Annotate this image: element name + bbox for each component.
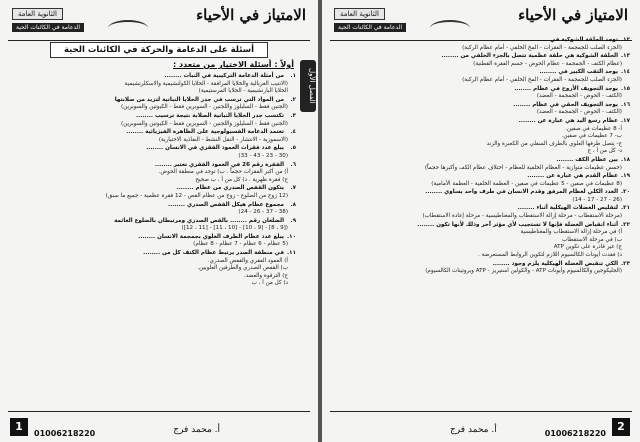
question-number: ١٢. [621,37,630,43]
question-number: ١٦. [621,101,630,108]
answer-options: ب) في مرحلة الاستقطاب [561,236,622,243]
question-text: في منطقة الصدر يرتبط عظام الكتف كل من ........ [143,250,284,257]
series-label: الثانوية العامة [334,8,385,20]
author-name: أ. محمد فرج [450,425,497,435]
question-number: ١. [290,73,296,79]
answer-options: (الجنين فقط - السليلوز واللجنين - السوبرين فقط - الكيوتين والسوبرين) [121,104,288,111]
header-strip: الدعامة في الكائنات الحية [12,23,84,32]
question-number: ١٥. [621,85,630,92]
answer-options: (5 عظام - 6 عظام - 7 عظام - 8 عظام) [193,241,288,248]
page-1 [0,0,318,442]
question-number: ١٤. [621,69,630,76]
question-text: العدد الكلي لعظام المرفق وقدم الانسان في طرف واحد يساوي ........ [425,189,618,196]
answer-options: ج) الترقوة والعضد. [243,272,288,279]
series-label: الثانوية العامة [12,8,63,20]
question-number: ٨. [290,201,296,208]
answer-options: (30 - 23 - 43 - 33) [238,152,288,159]
question-text: أثناء انقباض العضلة فإنها لا تستجيب لأي مؤثر آخر وذلك لأنها تكون ........ [417,221,618,228]
question-number: ٦. [290,161,296,168]
question-number: ١٨. [621,156,630,163]
answer-options: ب) القفص الصدري والطرفين العلويين. [197,265,288,272]
question-number: ٧. [290,185,296,192]
question-item [10,185,296,193]
question-item [10,218,296,226]
answer-options: (الاسموزية - الانتشار - النقل النشط - النفاذية الاختيارية) [158,136,288,143]
question-number: ٢. [290,96,296,103]
question-number: ٢١. [621,205,630,212]
brand-title: الامتياز في الأحياء [196,6,306,24]
phone-number: 01006218220 [34,429,96,438]
question-text: يتكون القفص الصدري من عظام ........ [176,185,284,192]
question-item [10,234,296,242]
answer-options: (الجزء الصلب للجمجمة - الفقرات - المخ الخلفي - أمام عظام الركبة) [462,44,622,51]
brand-title: الامتياز في الأحياء [518,6,628,24]
page-footer [8,411,310,438]
question-text: الكي تنقبض العضلة الهيكلية يلزم وجود ........ [492,260,618,267]
answer-options: الخلايا البارنشيمية - الخلايا المرستيمية) [198,88,288,95]
question-number: ٣. [290,112,296,119]
question-item [10,129,296,137]
section-heading: أولاً : أسئلة الاختيار من متعدد : [173,60,294,69]
question-number: ١٧. [621,117,630,124]
question-number: ١٠. [287,233,296,240]
question-text: من أمثلة الدعامة التركيبية في النبات ........ [164,73,284,79]
page-2 [322,0,640,442]
question-item [332,69,630,77]
page-number: 1 [10,418,28,436]
answer-options: ([9 ، 8] - [9 ، 10] - [10 ، 11] - [11 ، 12]) [181,225,288,232]
author-name: أ. محمد فرج [173,425,220,435]
question-item [332,37,630,45]
answer-options: (38 - 37 - 26 - 24) [238,209,288,216]
question-text: يوجد الثقب الكبير في ........ [539,69,618,76]
answer-options: (الجليكوجين والكالسيوم وأيونات ATP - والكولين استيريز - ATP وبروتينات الكالسيوم) [425,268,622,275]
question-item [332,189,630,197]
wave-ornament-icon [108,20,148,36]
question-number: ١٩. [621,173,630,180]
question-text: عظام القدم هي عبارة عن ........ [527,173,618,180]
page-header [8,6,310,41]
answer-options: ب- 7 عظيمات في صفين. [561,133,622,140]
answer-options: د- كل من أ ، ج [587,148,622,155]
question-item [332,173,630,181]
question-item [10,113,296,121]
answer-options: (الجزء الصلب للجمجمة - الفقرات - المخ الخلفي - أمام عظام الركبة) [462,76,622,83]
question-text: توجد الحلقة الشوكية في ........ [531,37,618,43]
question-item [10,73,296,81]
answer-options: ج- يتصل طرفها العلوي بالطرف السفلي من الكعبرة والزند [486,140,622,147]
answer-options: (الانتيب الغربالية والخلايا المرافقة - الخلايا الكولنشيمية والاسكلرنشيمية [124,80,288,87]
question-text: لتقليص العضلات الهيكلية أثناء ........ [517,205,618,212]
question-item [332,157,630,165]
question-text: يبلغ عدد فقرات العمود الفقري في الانسان ........ [146,145,284,152]
phone-number: 01006218220 [544,429,606,438]
answer-options: (الكتف - الحوض - الجمجمة - العضد) [536,109,622,116]
page-footer [330,411,632,438]
question-number: ١١. [287,250,296,257]
chapter-side-tab: الفصل الأول [300,60,316,112]
answer-options: ج) غير قادرة على تكوين ATP [553,244,622,251]
question-text: يوجد التجويف الأروح في عظام ........ [514,85,618,92]
page-number: 2 [612,418,630,436]
question-item [332,118,630,126]
answer-options: أ) من أكبر الفقرات حجماً . ب) توجد في منطقة الحوض. [158,169,288,176]
question-number: ٢٢. [621,221,630,228]
question-list [332,36,630,276]
question-text: بين عظام الكف ........ [556,156,618,163]
question-text: يبلغ عدد عظام الطرف العلوي بجمجمة الانسان ........ [138,233,284,240]
question-number: ٥. [290,145,296,152]
question-item [332,53,630,61]
question-text: تكتسب جدر الخلايا النباتية الصلابة نتيجة ترسيب ........ [136,112,284,119]
answer-options: (12 زوج من الضلوع - زوج من عظام القص - 12 فقرة عظمية - جميع ما سبق) [105,192,288,199]
header-strip: الدعامة في الكائنات الحية [334,23,406,32]
answer-options: (الجنين فقط - السليلوز واللجنين - السوبرين فقط - الكيوتين والسوبرين) [121,120,288,127]
answer-options: (مرحلة الاستقطاب - مرحلة إزالة الاستقطاب والمغناطيسية - مرحلة إعادة الاستقطاب) [422,213,622,220]
chapter-title: أسئلة على الدعامة والحركة في الكائنات الحية [50,42,268,58]
answer-options: (الكتف - الحوض - الجمجمة - العضد) [536,93,622,100]
question-item [10,250,296,258]
question-number: ١٣. [621,53,630,60]
question-number: ٤. [290,129,296,136]
answer-options: د) كل من أ ، ب [251,280,288,287]
wave-ornament-icon [430,20,470,36]
question-text: الحلقة الشوكية هي حلقة عظمية تتصل بالجزء الخلفي من ........ [441,53,618,60]
question-text: الضلعان رقم ........ بالقص الصدري ومرتبطان بالضلوع العائمة [114,217,284,224]
answer-options: (خمس عظيمات متوازية - العظام الخلفية للعظام - اختلاف عظام الكف وأكبرها حجماً) [424,164,622,171]
question-text: من المواد التي ترسب في جدر الخلايا النباتية لتزيد من صلابتها [114,96,284,103]
question-list [10,72,296,288]
question-text: يوجد التجويف الحقي في عظام ........ [513,101,618,108]
answer-options: ج) فقرة ظهرية . د) كل من أ ، ب صحيح [195,176,288,183]
question-item [10,145,296,153]
question-text: عظام رسغ اليد هي عبارة عن ........ [518,117,618,124]
answer-options: د) فقدت أيونات الكالسيوم اللازم لتكوين الروابط المستعرضة . [478,252,622,259]
answer-options: أ) في مرحلة إزالة الاستقطاب والمغناطيسية [520,229,622,236]
answer-options: (26 - 27 - 17 - 14) [572,196,622,203]
question-item [10,162,296,170]
question-number: ٩. [290,217,296,224]
question-item [332,205,630,213]
answer-options: (8 عظيمات في صفين - 5 عظيمات في صفين - العظمة الخلفية - العظمة الأمامية) [431,180,622,187]
question-text: مجموع عظام هيكل القفص الصدري ........ [168,201,284,208]
answer-options: أ- 8 عظيمات في صفين. [565,125,622,132]
question-text: الفقرة رقم 26 في العمود الفقري تعتبر ........ [154,161,284,168]
question-number: ٢٠. [621,189,630,196]
question-text: تعتمد الدعامة الفسيولوجية على الظاهرة الفيزيائية ........ [126,129,284,136]
answer-options: أ) العمود الفقري والقفص الصدري. [207,257,288,264]
question-item [10,202,296,210]
question-number: ٢٣. [621,260,630,267]
answer-options: (عظام الكتف - الجمجمة - عظام الحوض - جسم الفقرة القطنية) [473,60,622,67]
